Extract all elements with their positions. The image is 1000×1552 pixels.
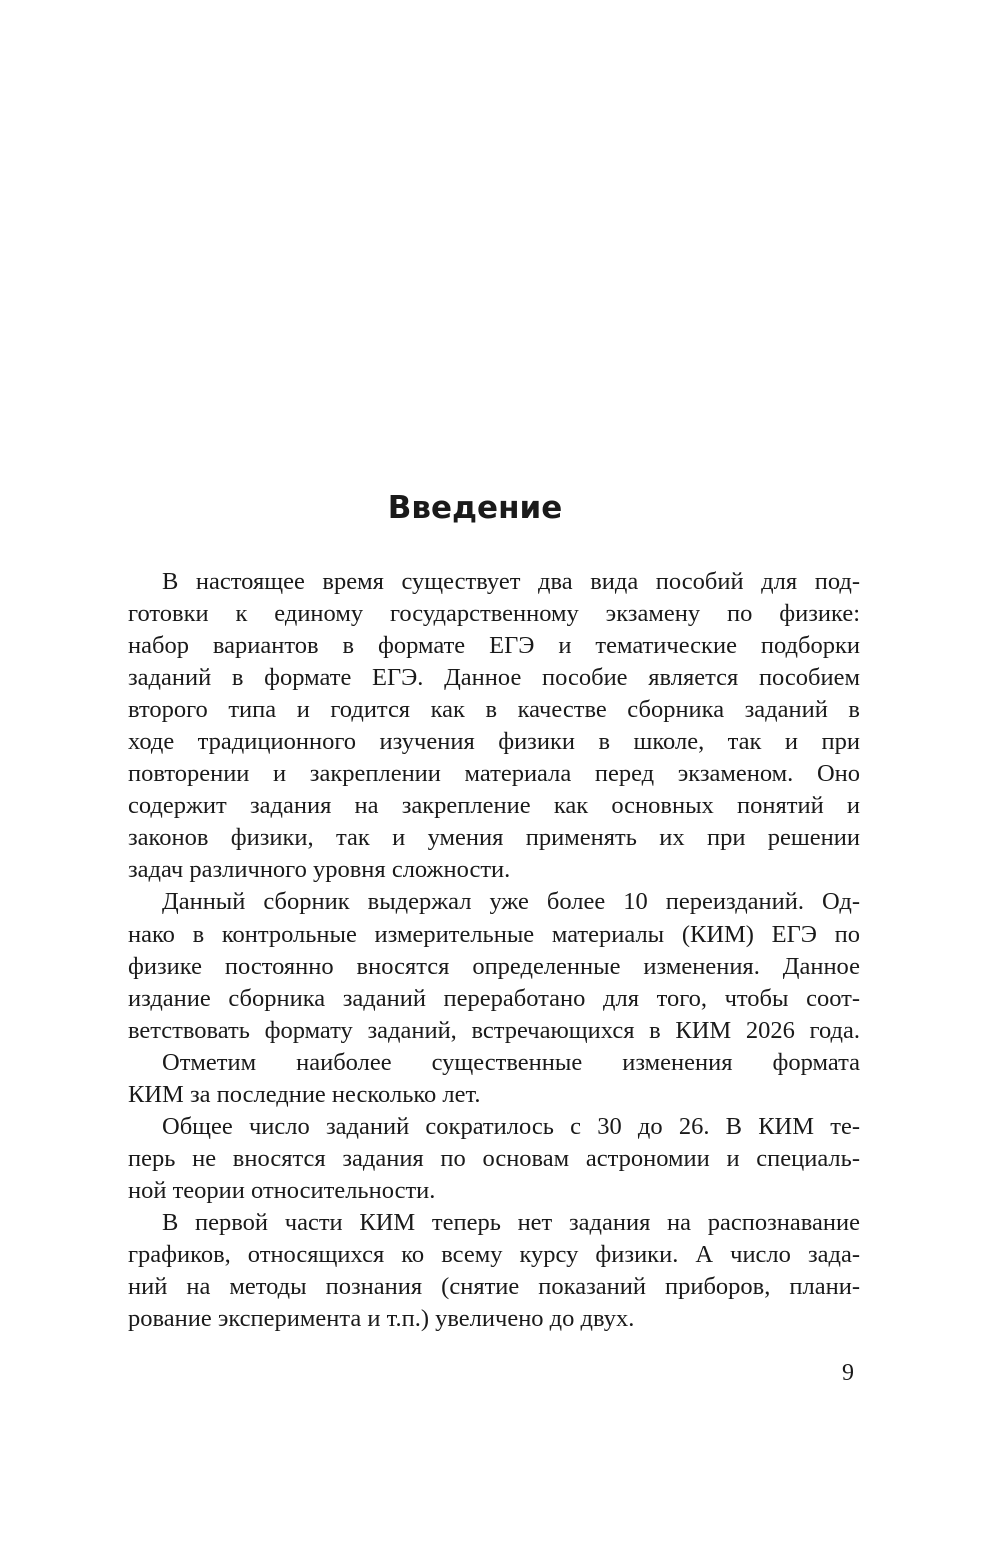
page-title: Введение [387,490,563,526]
text-line: Отметим наиболее существенные изменения формата [162,1048,860,1076]
text-line: Данный сборник выдержал уже более 10 переизданий. Од- [162,888,860,916]
text-line: перь не вносятся задания по основам астрономии и специаль- [128,1144,860,1172]
text-line: законов физики, так и умения применять их при решении [128,824,860,852]
text-line: ходе традиционного изучения физики в школе, так и при [128,728,860,756]
text-line: содержит задания на закрепление как основных понятий и [128,792,860,820]
text-line: издание сборника заданий переработано для того, чтобы соот- [128,984,860,1012]
text-line: Общее число заданий сократилось с 30 до 26. В КИМ те- [162,1112,860,1140]
text-line: нако в контрольные измерительные материалы (КИМ) ЕГЭ по [128,920,860,948]
text-line: физике постоянно вносятся определенные изменения. Данное [128,952,860,980]
text-line: графиков, относящихся ко всему курсу физики. А число зада- [128,1240,860,1268]
body-text [128,566,860,1335]
text-line: задач различного уровня сложности. [128,856,511,884]
text-line: второго типа и годится как в качестве сборника заданий в [128,696,860,724]
text-line: ветствовать формату заданий, встречающихся в КИМ 2026 года. [128,1016,860,1044]
text-line: заданий в формате ЕГЭ. Данное пособие является пособием [128,664,860,692]
text-line: повторении и закреплении материала перед экзаменом. Оно [128,760,860,788]
page-number: 9 [842,1360,854,1386]
text-line: ний на методы познания (снятие показаний приборов, плани- [128,1273,860,1301]
text-line: рование эксперимента и т.п.) увеличено до двух. [128,1305,635,1333]
text-line: готовки к единому государственному экзамену по физике: [128,600,860,628]
text-line: ной теории относительности. [128,1176,436,1204]
text-line: В первой части КИМ теперь нет задания на распознавание [162,1208,860,1236]
text-line: набор вариантов в формате ЕГЭ и тематические подборки [128,632,860,660]
text-line: В настоящее время существует два вида пособий для под- [162,568,860,595]
text-line: КИМ за последние несколько лет. [128,1080,481,1108]
